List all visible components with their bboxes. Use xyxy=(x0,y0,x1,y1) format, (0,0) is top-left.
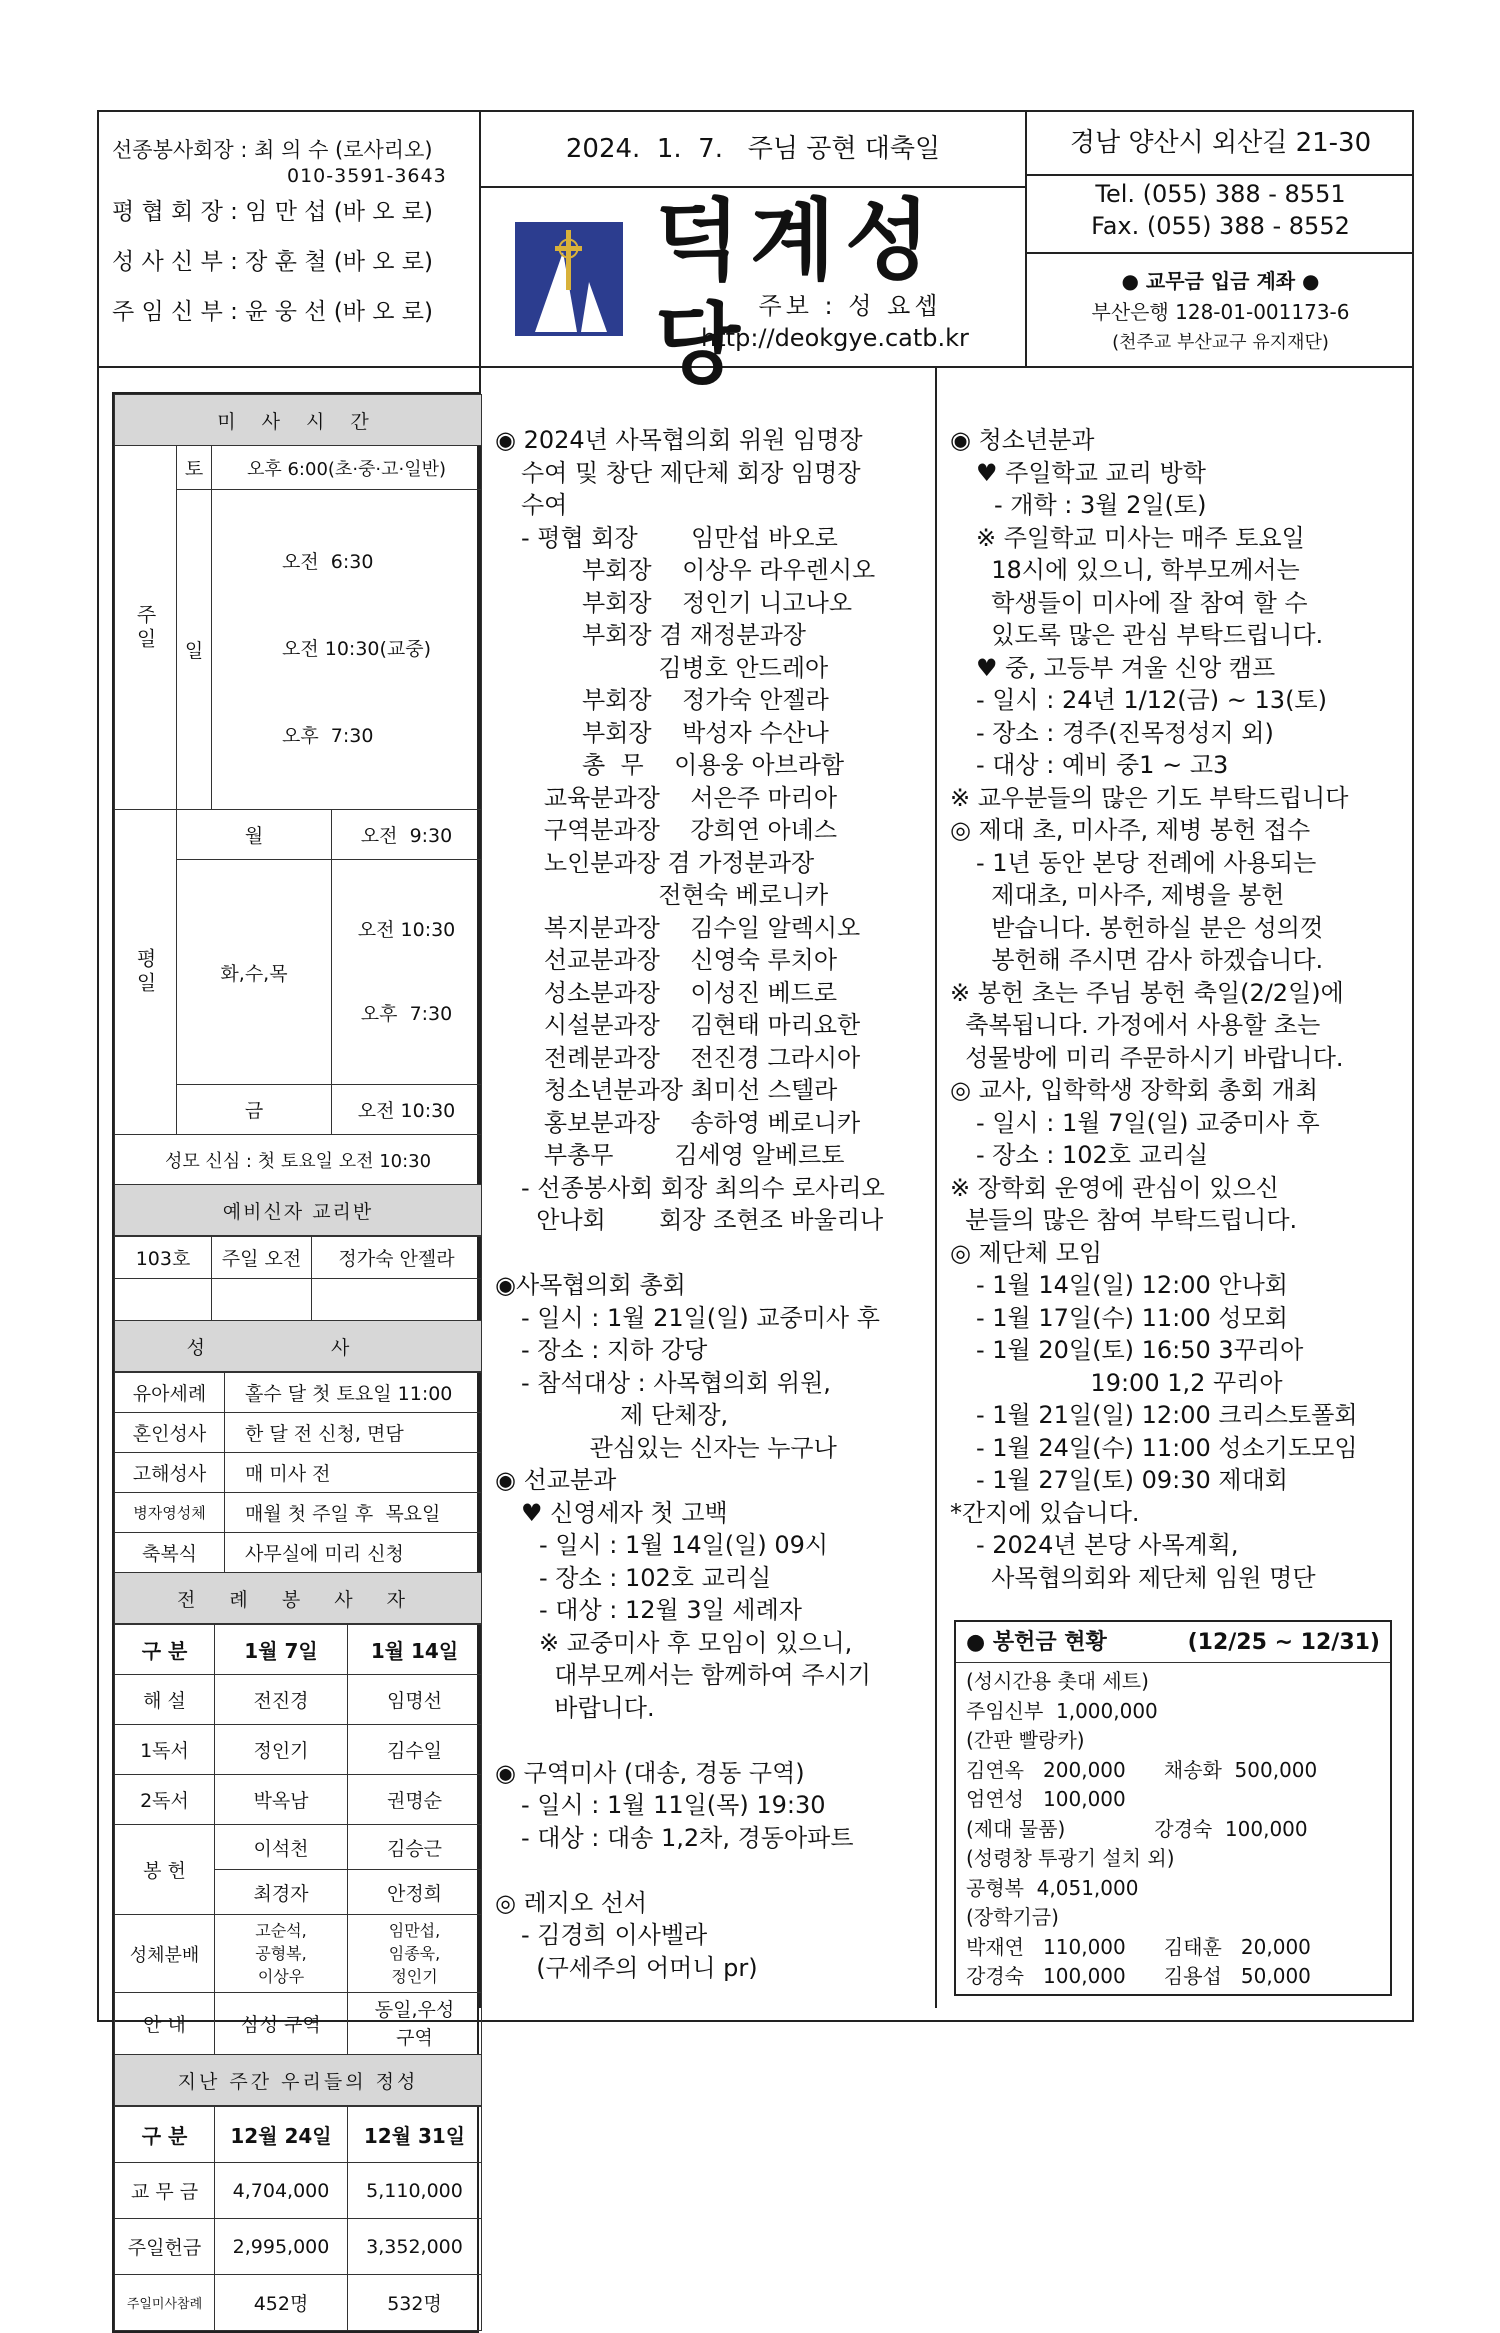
offerings-cell: 2,995,000 xyxy=(215,2219,348,2275)
sat-label: 토 xyxy=(177,446,212,490)
sun-time: 오전 10:30(교중) xyxy=(282,638,432,660)
fri-time: 오전 10:30 xyxy=(332,1085,482,1135)
text-line: 있도록 많은 관심 부탁드립니다. xyxy=(976,621,1324,649)
donation-line: (성령창 투광기 설치 외) xyxy=(966,1846,1175,1870)
sun-label: 일 xyxy=(177,490,212,810)
text-line: - 대상 : 예비 중1 ~ 고3 xyxy=(976,751,1229,779)
text-line: 복지분과장 김수일 알렉시오 xyxy=(521,913,861,942)
address: 경남 양산시 외산길 21-30 xyxy=(1027,110,1414,176)
text-line: 청소년분과장 최미선 스텔라 xyxy=(521,1076,838,1104)
liturgy-cell: 권명순 xyxy=(348,1775,482,1825)
text-line: - 장소 : 경주(진목정성지 외) xyxy=(976,718,1274,747)
text-line: ◉ 청소년분과 xyxy=(950,426,1095,454)
text-line: 봉헌해 주시면 감사 하겠습니다. xyxy=(976,946,1324,974)
date-banner: 2024. 1. 7. 주님 공현 대축일 xyxy=(481,110,1025,188)
text-line: - 1월 24일(수) 11:00 성소기도모임 xyxy=(976,1433,1358,1462)
tel: Tel. (055) 388 - 8551 xyxy=(1095,180,1346,208)
sacraments-title: 성 사 xyxy=(115,1321,482,1372)
text-line: - 장소 : 102호 교리실 xyxy=(976,1141,1209,1169)
empty-cell xyxy=(212,1279,312,1321)
offerings-cell: 452명 xyxy=(215,2275,348,2331)
donations-lines xyxy=(966,1667,1380,1992)
text-line: 부회장 정인기 니고나오 xyxy=(521,588,853,617)
logo-graphic xyxy=(515,222,623,336)
donations-header xyxy=(966,1628,1380,1658)
sacrament-value: 매월 첫 주일 후 목요일 xyxy=(225,1493,482,1533)
sun-time: 오후 7:30 xyxy=(282,725,374,747)
text-line: - 장소 : 지하 강당 xyxy=(521,1336,708,1364)
text-line: *간지에 있습니다. xyxy=(950,1498,1140,1527)
liturgy-cell: 정인기 xyxy=(215,1725,348,1775)
liturgy-role: 해 설 xyxy=(115,1675,215,1725)
text-line: - 대상 : 12월 3일 세례자 xyxy=(539,1596,802,1624)
sun-times xyxy=(212,490,482,810)
text-line: - 1월 17일(수) 11:00 성모회 xyxy=(976,1303,1288,1332)
text-line: 분들의 많은 참여 부탁드립니다. xyxy=(950,1206,1298,1234)
text-line: - 김경희 이사벨라 xyxy=(521,1921,708,1949)
text-line: 노인분과장 겸 가정분과장 xyxy=(521,848,815,877)
text-line: ◎ 제대 초, 미사주, 제병 봉헌 접수 xyxy=(950,816,1311,844)
text-line: 전현숙 베로니카 xyxy=(521,881,829,909)
text-line: (구세주의 어머니 pr) xyxy=(521,1953,758,1982)
text-line: - 1월 14일(일) 12:00 안나회 xyxy=(976,1271,1288,1299)
text-line: - 평협 회장 임만섭 바오로 xyxy=(521,523,838,552)
catechumen-room: 103호 xyxy=(115,1237,212,1279)
text-line: 김병호 안드레아 xyxy=(521,653,829,682)
liturgy-role: 안 내 xyxy=(115,1993,215,2055)
text-line: - 일시 : 1월 7일(일) 교중미사 후 xyxy=(976,1108,1320,1137)
sacrament-value: 사무실에 미리 신청 xyxy=(225,1533,482,1573)
mass-table xyxy=(114,394,482,1236)
text-line: ◉사목협의회 총회 xyxy=(495,1271,686,1299)
text-line: - 참석대상 : 사목협의회 위원, xyxy=(521,1368,831,1397)
text-line xyxy=(495,1237,930,1270)
liturgy-cell xyxy=(348,1915,482,1993)
sacrament-name: 병자영성체 xyxy=(115,1493,225,1533)
catechumen-title: 예비신자 교리반 xyxy=(115,1185,482,1236)
right-column xyxy=(950,424,1405,1594)
mass-title: 미 사 시 간 xyxy=(115,395,482,446)
liturgy-cell: 안정희 xyxy=(348,1870,482,1915)
tue-times xyxy=(332,860,482,1085)
donation-line: 박재연 110,000 김태훈 20,000 xyxy=(966,1934,1311,1959)
text-line: - 일시 : 24년 1/12(금) ~ 13(토) xyxy=(976,686,1327,714)
mon-label: 월 xyxy=(177,810,332,860)
marian-devotion: 성모 신심 : 첫 토요일 오전 10:30 xyxy=(115,1135,482,1185)
sacrament-name: 유아세례 xyxy=(115,1373,225,1413)
text-line: 18시에 있으니, 학부모께서는 xyxy=(976,556,1300,584)
text-line: ♥ 신영세자 첫 고백 xyxy=(521,1498,728,1527)
offerings-header: 12월 24일 xyxy=(215,2107,348,2163)
account-owner: (천주교 부산교구 유지재단) xyxy=(1112,332,1329,353)
communion-name: 고순석, xyxy=(255,1921,307,1940)
liturgy-cell xyxy=(215,1915,348,1993)
sat-time: 오후 6:00(초·중·고·일반) xyxy=(212,446,482,490)
text-line: 안나회 회장 조현조 바울리나 xyxy=(521,1206,884,1234)
communion-name: 공형복, xyxy=(255,1944,307,1963)
text-line: ※ 봉헌 초는 주님 봉헌 축일(2/2일)에 xyxy=(950,978,1344,1007)
offerings-cell: 532명 xyxy=(348,2275,482,2331)
communion-name: 이상우 xyxy=(257,1967,305,1986)
text-line: 관심있는 신자는 누구나 xyxy=(521,1433,837,1462)
liturgy-cell: 전진경 xyxy=(215,1675,348,1725)
text-line xyxy=(495,1854,930,1887)
church-name: 덕계성당 xyxy=(655,188,941,396)
text-line: ◎ 레지오 선서 xyxy=(495,1888,648,1917)
sacrament-name: 축복식 xyxy=(115,1533,225,1573)
offerings-cell: 4,704,000 xyxy=(215,2163,348,2219)
donations-period: (12/25 ~ 12/31) xyxy=(1187,1630,1380,1655)
offerings-title: 지난 주간 우리들의 정성 xyxy=(115,2055,482,2106)
liturgy-header: 구 분 xyxy=(115,1625,215,1675)
text-line: 홍보분과장 송하영 베로니카 xyxy=(521,1108,861,1137)
text-line: 부회장 겸 재정분과장 xyxy=(521,621,806,649)
liturgy-cell: 삼성 구역 xyxy=(215,1993,348,2055)
guide-line: 구역 xyxy=(396,2026,433,2049)
text-line: 제 단체장, xyxy=(521,1401,729,1429)
staff-list xyxy=(112,135,472,337)
text-line: - 대상 : 대송 1,2차, 경동아파트 xyxy=(521,1823,854,1852)
donations-title: ● 봉헌금 현황 xyxy=(966,1630,1107,1655)
donation-line: 공형복 4,051,000 xyxy=(966,1875,1139,1900)
donation-line: 강경숙 100,000 김용섭 50,000 xyxy=(966,1964,1311,1988)
donation-line: 주임신부 1,000,000 xyxy=(966,1698,1158,1723)
text-line: 선교분과장 신영숙 루치아 xyxy=(521,946,838,974)
empty-cell xyxy=(115,1279,212,1321)
text-line: 부회장 박성자 수산나 xyxy=(521,718,829,747)
staff-row: 선종봉사회장 : 최 의 수 (로사리오) xyxy=(112,138,433,162)
liturgy-role: 봉 헌 xyxy=(115,1825,215,1915)
staff-phone: 010-3591-3643 xyxy=(287,165,447,187)
liturgy-cell xyxy=(348,1993,482,2055)
sacrament-value: 홀수 달 첫 토요일 11:00 xyxy=(225,1373,482,1413)
account-section-line xyxy=(1027,252,1414,254)
staff-row: 성 사 신 부 : 장 훈 철 (바 오 로) xyxy=(112,249,433,275)
text-line: 시설분과장 김현태 마리요한 xyxy=(521,1011,861,1039)
mon-time: 오전 9:30 xyxy=(332,810,482,860)
liturgy-title: 전 례 봉 사 자 xyxy=(115,1573,482,1624)
text-line: ※ 교중미사 후 모임이 있으니, xyxy=(539,1628,853,1657)
liturgy-cell: 최경자 xyxy=(215,1870,348,1915)
account-title: ● 교무금 입금 계좌 ● xyxy=(1121,269,1320,293)
donation-line: (장학기금) xyxy=(966,1905,1059,1929)
donation-line: 김연옥 200,000 채송화 500,000 xyxy=(966,1757,1318,1782)
text-line: 총 무 이용웅 아브라함 xyxy=(521,751,845,779)
text-line: ※ 주일학교 미사는 매주 토요일 xyxy=(976,523,1305,552)
liturgy-cell: 김수일 xyxy=(348,1725,482,1775)
offerings-name: 주일미사참례 xyxy=(115,2275,215,2331)
text-line: ◎ 교사, 입학학생 장학회 총회 개최 xyxy=(950,1076,1319,1104)
website-url[interactable]: http://deokgye.catb.kr xyxy=(701,324,969,352)
sacrament-value: 매 미사 전 xyxy=(225,1453,482,1493)
text-line: - 1월 21일(일) 12:00 크리스토폴회 xyxy=(976,1401,1358,1429)
offerings-table xyxy=(114,2106,482,2331)
donations-divider xyxy=(956,1662,1390,1663)
text-line: ※ 교우분들의 많은 기도 부탁드립니다 xyxy=(950,783,1349,812)
text-line: - 일시 : 1월 11일(목) 19:30 xyxy=(521,1791,826,1819)
text-line: 사목협의회와 제단체 임원 명단 xyxy=(976,1563,1316,1592)
text-line: - 개학 : 3월 2일(토) xyxy=(994,491,1207,519)
text-line: - 선종봉사회 회장 최의수 로사리오 xyxy=(521,1173,885,1202)
text-line: - 2024년 본당 사목계획, xyxy=(976,1531,1239,1559)
tuethufri-label: 화,수,목 xyxy=(177,860,332,1085)
middle-column xyxy=(495,424,930,1984)
text-line: - 일시 : 1월 21일(일) 교중미사 후 xyxy=(521,1303,880,1332)
text-line: 교육분과장 서은주 마리아 xyxy=(521,783,838,812)
liturgy-role: 2독서 xyxy=(115,1775,215,1825)
liturgy-cell: 이석천 xyxy=(215,1825,348,1870)
text-line: 부총무 김세영 알베르토 xyxy=(521,1141,845,1169)
offerings-header: 구 분 xyxy=(115,2107,215,2163)
text-line: 축복됩니다. 가정에서 사용할 초는 xyxy=(950,1011,1321,1039)
donation-line: (성시간용 촛대 세트) xyxy=(966,1669,1149,1693)
sacrament-name: 혼인성사 xyxy=(115,1413,225,1453)
text-line: 19:00 1,2 꾸리아 xyxy=(976,1368,1283,1397)
sacraments-table xyxy=(114,1372,482,1624)
text-line: ◉ 선교분과 xyxy=(495,1466,617,1494)
guide-line: 동일,우성 xyxy=(374,1998,455,2021)
liturgy-header: 1월 14일 xyxy=(348,1625,482,1675)
text-line: ◉ 구역미사 (대송, 경동 구역) xyxy=(495,1758,805,1787)
communion-name: 정인기 xyxy=(391,1967,438,1986)
text-line: ◎ 제단체 모임 xyxy=(950,1238,1103,1267)
text-line: 성소분과장 이성진 베드로 xyxy=(521,978,838,1007)
text-line: - 1월 20일(토) 16:50 3꾸리아 xyxy=(976,1336,1304,1364)
text-line: ♥ 주일학교 교리 방학 xyxy=(976,458,1206,487)
patron: 주보 : 성 요셉 xyxy=(758,292,942,320)
text-line: - 일시 : 1월 14일(일) 09시 xyxy=(539,1531,829,1559)
donation-line: (간판 빨랑카) xyxy=(966,1728,1085,1752)
donation-line: (제대 물품) 강경숙 100,000 xyxy=(966,1816,1308,1841)
tue-time: 오후 7:30 xyxy=(360,1003,453,1025)
donations-box xyxy=(954,1620,1392,1996)
liturgy-cell: 김승근 xyxy=(348,1825,482,1870)
sun-time: 오전 6:30 xyxy=(282,551,374,573)
left-column xyxy=(112,392,479,2333)
text-line: 대부모께서는 함께하여 주시기 xyxy=(539,1661,871,1689)
text-line: 수여 xyxy=(521,491,568,519)
staff-row: 주 임 신 부 : 윤 웅 선 (바 오 로) xyxy=(112,299,433,325)
text-line: - 1월 27일(토) 09:30 제대회 xyxy=(976,1466,1288,1494)
text-line: ※ 장학회 운영에 관심이 있으신 xyxy=(950,1173,1279,1202)
offerings-cell: 3,352,000 xyxy=(348,2219,482,2275)
text-line: 구역분과장 강희연 아녜스 xyxy=(521,816,838,844)
liturgy-role: 성체분배 xyxy=(115,1915,215,1993)
text-line: 학생들이 미사에 잘 참여 할 수 xyxy=(976,588,1308,617)
fax: Fax. (055) 388 - 8552 xyxy=(1091,212,1350,240)
communion-name: 임만섭, xyxy=(388,1921,441,1940)
offerings-name: 교 무 금 xyxy=(115,2163,215,2219)
communion-name: 임종욱, xyxy=(388,1944,441,1963)
sunday-label: 주일 xyxy=(115,446,177,810)
donation-line: 엄연성 100,000 xyxy=(966,1787,1126,1811)
liturgy-cell: 박옥남 xyxy=(215,1775,348,1825)
liturgy-role: 1독서 xyxy=(115,1725,215,1775)
text-line: 성물방에 미리 주문하시기 바랍니다. xyxy=(950,1043,1344,1072)
text-line: ♥ 중, 고등부 겨울 신앙 캠프 xyxy=(976,653,1276,682)
text-line: - 1년 동안 본당 전례에 사용되는 xyxy=(976,848,1317,877)
staff-row: 평 협 회 장 : 임 만 섭 (바 오 로) xyxy=(112,199,433,225)
catechumen-time: 주일 오전 xyxy=(212,1237,312,1279)
text-line: 받습니다. 봉헌하실 분은 성의껏 xyxy=(976,913,1324,942)
liturgy-header: 1월 7일 xyxy=(215,1625,348,1675)
text-line: 부회장 이상우 라우렌시오 xyxy=(521,556,876,584)
text-line: ◉ 2024년 사목협의회 위원 임명장 xyxy=(495,426,863,454)
text-line: 바랍니다. xyxy=(539,1693,655,1722)
fri-label: 금 xyxy=(177,1085,332,1135)
text-line xyxy=(495,1724,930,1757)
catechumen-table xyxy=(114,1236,482,1372)
text-line: 수여 및 창단 제단체 회장 임명장 xyxy=(521,458,861,487)
text-line: 부회장 정가숙 안젤라 xyxy=(521,686,829,714)
church-logo xyxy=(515,222,623,336)
sacrament-value: 한 달 전 신청, 면담 xyxy=(225,1413,482,1453)
text-line: 제대초, 미사주, 제병을 봉헌 xyxy=(976,881,1285,909)
sacrament-name: 고해성사 xyxy=(115,1453,225,1493)
offerings-name: 주일헌금 xyxy=(115,2219,215,2275)
catechumen-teacher: 정가숙 안젤라 xyxy=(312,1237,482,1279)
weekday-label: 평일 xyxy=(115,810,177,1135)
liturgy-table xyxy=(114,1624,482,2106)
account-number: 부산은행 128-01-001173-6 xyxy=(1091,300,1350,324)
text-line: - 장소 : 102호 교리실 xyxy=(539,1563,772,1592)
liturgy-cell: 임명선 xyxy=(348,1675,482,1725)
text-line: 전례분과장 전진경 그라시아 xyxy=(521,1043,861,1072)
column-divider-2 xyxy=(935,368,937,2008)
offerings-cell: 5,110,000 xyxy=(348,2163,482,2219)
offerings-header: 12월 31일 xyxy=(348,2107,482,2163)
empty-cell xyxy=(312,1279,482,1321)
tue-time: 오전 10:30 xyxy=(357,919,456,941)
